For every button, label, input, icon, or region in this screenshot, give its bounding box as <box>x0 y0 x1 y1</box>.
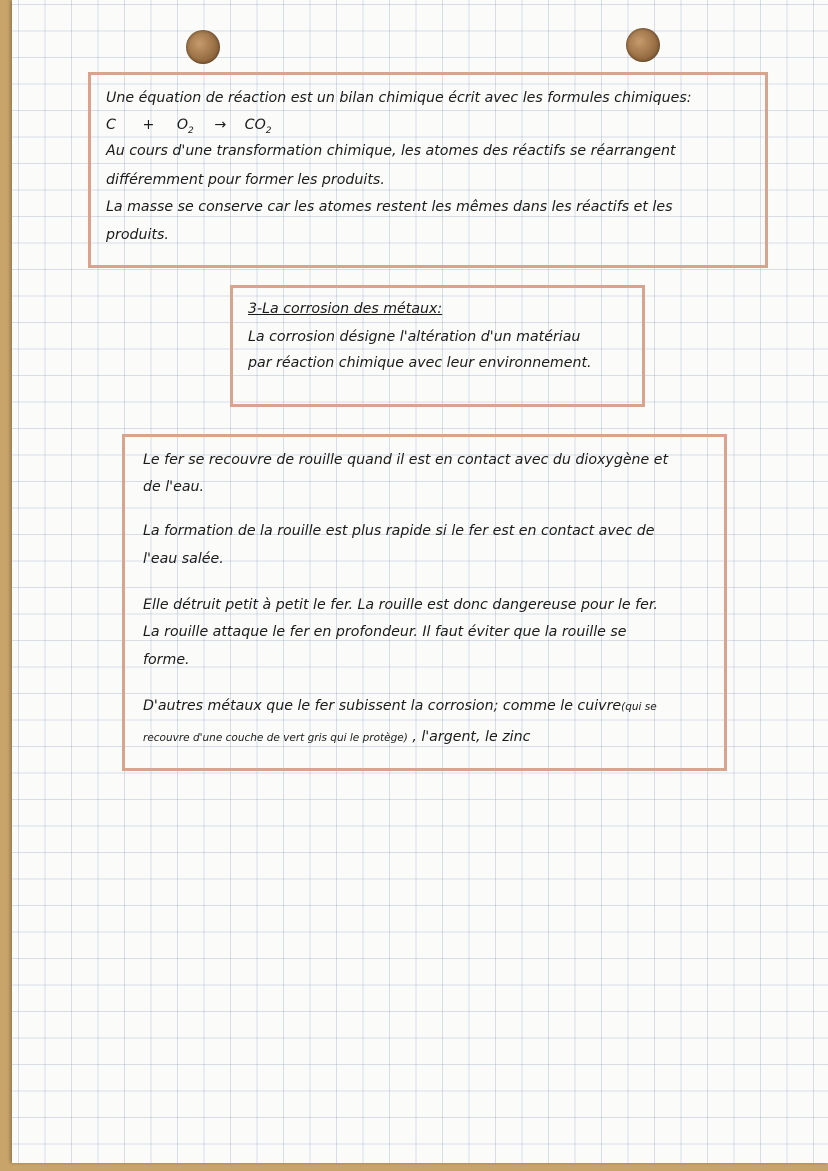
text-line: La formation de la rouille est plus rapide si le fer est en contact avec de <box>143 523 655 539</box>
text-line: D'autres métaux que le fer subissent la corrosion; comme le cuivre(qui se <box>143 698 657 714</box>
text-line: Une équation de réaction est un bilan chimique écrit avec les formules chimiques: <box>106 90 692 106</box>
chemical-equation <box>106 117 271 136</box>
text-line: Elle détruit petit à petit le fer. La rouille est donc dangereuse pour le fer. <box>143 597 658 613</box>
text-line: Le fer se recouvre de rouille quand il est en contact avec du dioxygène et <box>143 452 669 468</box>
text-line: par réaction chimique avec leur environnement. <box>248 355 592 371</box>
text-line: La rouille attaque le fer en profondeur. Il faut éviter que la rouille se <box>143 624 627 640</box>
text-line: différemment pour former les produits. <box>106 172 385 188</box>
text-line: produits. <box>106 227 169 243</box>
text-line: La corrosion désigne l'altération d'un matériau <box>248 329 581 345</box>
text-line: La masse se conserve car les atomes restent les mêmes dans les réactifs et les <box>106 199 673 215</box>
arrow-icon: → <box>214 117 227 133</box>
co2-symbol: $CO_2$ <box>244 117 272 136</box>
text-line: l'eau salée. <box>143 551 224 567</box>
plus-sign: + <box>142 117 155 133</box>
carbon-symbol: C <box>106 117 116 133</box>
binder-hole-left <box>186 30 220 64</box>
binder-hole-right <box>626 28 660 62</box>
oxygen-symbol: $O_2$ <box>176 117 194 136</box>
text-line: recouvre d'une couche de vert gris qui le protège) , l'argent, le zinc <box>143 729 531 745</box>
text-line: forme. <box>143 652 190 668</box>
notebook-page <box>12 0 828 1163</box>
text-line: de l'eau. <box>143 479 205 495</box>
section-title: 3-La corrosion des métaux: <box>248 301 443 317</box>
text-line: Au cours d'une transformation chimique, les atomes des réactifs se réarrangent <box>106 143 676 159</box>
